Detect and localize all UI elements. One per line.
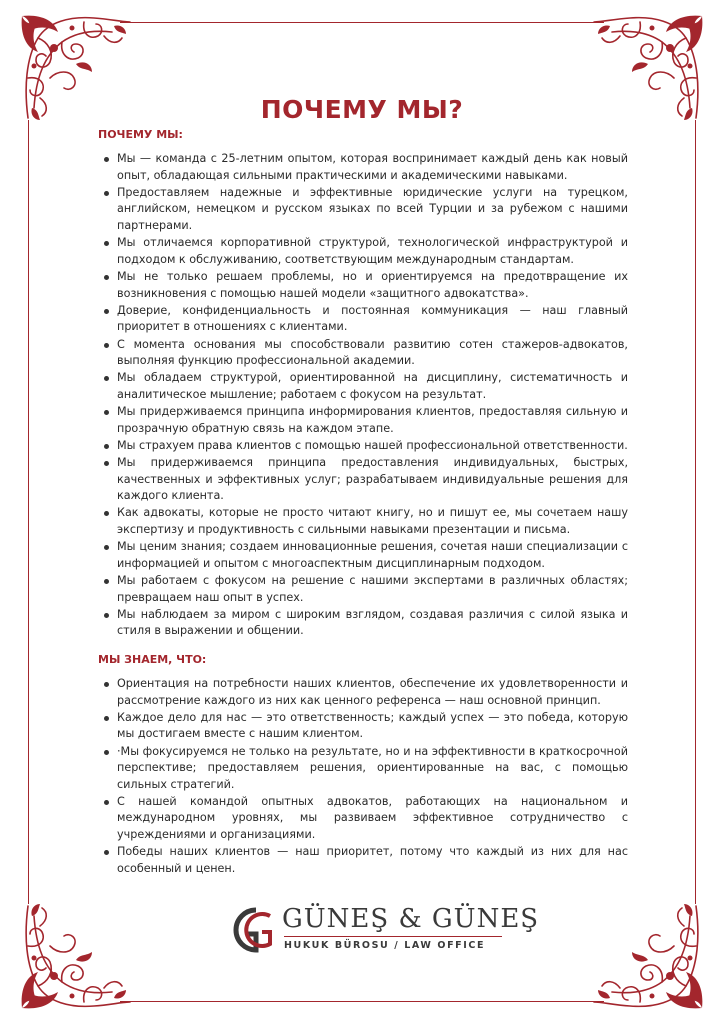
bullet-icon xyxy=(104,682,109,687)
frame-line-bottom xyxy=(120,1001,604,1002)
list-item xyxy=(98,337,628,370)
logo-subtitle: HUKUK BÜROSU / LAW OFFICE xyxy=(284,940,486,951)
bullet-icon xyxy=(104,309,109,314)
content xyxy=(98,128,628,890)
list-item-text: С момента основания мы способствовали развитию сотен стажеров-адвокатов, выполняя функцию профессиональной академии. xyxy=(117,337,628,368)
bullet-icon xyxy=(104,511,109,516)
section-heading: ПОЧЕМУ МЫ: xyxy=(98,128,183,141)
bullet-icon xyxy=(104,545,109,550)
list-item-text: Мы придерживаемся принципа информирования клиентов, предоставляя сильную и прозрачную обратную связь на каждом этапе. xyxy=(117,405,628,435)
list-item xyxy=(98,676,628,709)
bullet-icon xyxy=(104,461,109,466)
list-item-text: ·Мы фокусируемся не только на результате, но и на эффективности в краткосрочной перспективе; предоставляем решения, ориентированные на вас, с помощью сильных стратегий. xyxy=(117,744,628,791)
list-item xyxy=(98,438,628,455)
bullet-icon xyxy=(104,716,109,721)
list-item xyxy=(98,710,628,743)
list-item-text: Предоставляем надежные и эффективные юридические услуги на турецком, английском, немецком и русском языках по всей Турции и за рубежом с нашими партнерами. xyxy=(117,185,628,232)
bullet-icon xyxy=(104,191,109,196)
list-item-text: Мы страхуем права клиентов с помощью нашей профессиональной ответственности. xyxy=(117,438,628,452)
list-item-text: Мы отличаемся корпоративной структурой, технологической инфраструктурой и подходом к обслуживанию, соответствующим международным стандартам. xyxy=(117,236,628,266)
list-item xyxy=(98,269,628,302)
list-item xyxy=(98,151,628,184)
bullet-icon xyxy=(104,275,109,280)
list-item xyxy=(98,455,628,505)
bullet-icon xyxy=(104,157,109,162)
list-item xyxy=(98,844,628,877)
gg-monogram-icon xyxy=(226,904,276,956)
bullet-icon xyxy=(104,444,109,449)
bullet-icon xyxy=(104,579,109,584)
list-item-text: Каждое дело для нас — это ответственность; каждый успех — это победа, которую мы достигаем вместе с нашим клиентом. xyxy=(117,710,628,741)
ornament-corner-icon xyxy=(590,896,710,1016)
list-item xyxy=(98,303,628,336)
list-item-text: Доверие, конфиденциальность и постоянная коммуникация — наш главный приоритет в отношениях с клиентами. xyxy=(117,303,628,334)
section-why-us xyxy=(98,128,628,640)
section-we-know xyxy=(98,653,628,878)
logo-name: GÜNEŞ & GÜNEŞ xyxy=(282,904,540,934)
list-item-text: Победы наших клиентов — наш приоритет, потому что каждый из них для нас особенный и ценен. xyxy=(117,845,628,875)
list-item-text: Мы работаем с фокусом на решение с нашими экспертами в различных областях; превращаем наш опыт в успех. xyxy=(117,573,628,604)
list-item-text: Мы — команда с 25-летним опытом, которая воспринимает каждый день как новый опыт, обладающая сильными практическими и академическими навыками. xyxy=(117,152,628,182)
list-item-text: Мы обладаем структурой, ориентированной на дисциплину, систематичность и аналитическое мышление; работаем с фокусом на результат. xyxy=(117,371,628,401)
bullet-icon xyxy=(104,241,109,246)
logo-divider xyxy=(284,936,502,937)
section-heading: МЫ ЗНАЕМ, ЧТО: xyxy=(98,652,207,666)
bullet-icon xyxy=(104,750,109,755)
frame-line-right xyxy=(695,120,696,904)
list-item xyxy=(98,744,628,794)
bullet-icon xyxy=(104,850,109,855)
bullet-icon xyxy=(104,343,109,348)
list-item-text: С нашей командой опытных адвокатов, работающих на национальном и международном уровнях, мы развиваем эффективное сотрудничество с учреждениями и организациями. xyxy=(117,794,628,842)
list-item xyxy=(98,573,628,606)
list-item-text: Как адвокаты, которые не просто читают книгу, но и пишут ее, мы сочетаем нашу экспертизу и продуктивность с сильными навыками презентации и письма. xyxy=(117,506,628,536)
bullet-icon xyxy=(104,613,109,618)
list-item-text: Мы придерживаемся принципа предоставления индивидуальных, быстрых, качественных и эффективных услуг; разрабатываем индивидуальные решения для каждого клиента. xyxy=(117,456,628,503)
bullet-icon xyxy=(104,376,109,381)
list-item xyxy=(98,505,628,538)
bullet-icon xyxy=(104,410,109,415)
list-item xyxy=(98,404,628,437)
frame-line-top xyxy=(120,22,604,23)
list-item-text: Мы не только решаем проблемы, но и ориентируемся на предотвращение их возникновения с помощью нашей модели «защитного адвокатства». xyxy=(117,269,628,300)
list-item xyxy=(98,539,628,572)
list-item xyxy=(98,370,628,403)
list-item xyxy=(98,607,628,640)
bullet-list xyxy=(98,676,628,878)
ornament-corner-icon xyxy=(14,896,134,1016)
bullet-icon xyxy=(104,800,109,805)
page-title: ПОЧЕМУ МЫ? xyxy=(260,94,464,124)
list-item xyxy=(98,794,628,844)
bullet-list xyxy=(98,151,628,640)
list-item xyxy=(98,235,628,268)
list-item xyxy=(98,185,628,235)
list-item-text: Мы ценим знания; создаем инновационные решения, сочетая наши специализации с информацией и опытом с многоаспектным дисциплинарным подходом. xyxy=(117,540,628,570)
company-logo xyxy=(226,902,540,960)
frame-line-left xyxy=(28,120,29,904)
list-item-text: Ориентация на потребности наших клиентов, обеспечение их удовлетворенности и рассмотрение каждого из них как ценного референса — наш основной принцип. xyxy=(117,676,628,707)
list-item-text: Мы наблюдаем за миром с широким взглядом, создавая различия с силой языка и стиля в выражении и общении. xyxy=(117,607,628,638)
